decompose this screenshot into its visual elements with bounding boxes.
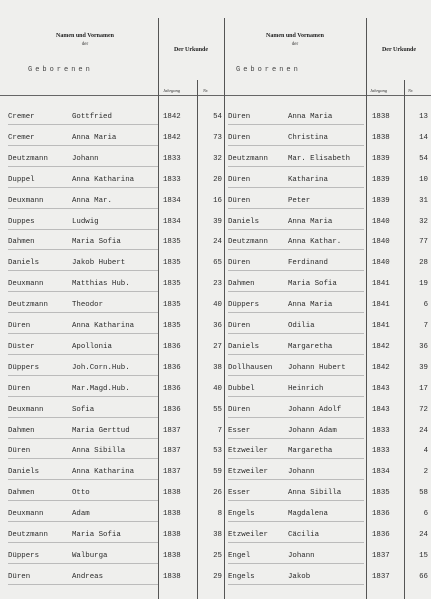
entry-surname: Esser: [228, 426, 251, 435]
entry-surname: Deuxmann: [8, 196, 44, 205]
entry-year: 1843: [372, 405, 390, 414]
entry-year: 1836: [163, 405, 181, 414]
entry-surname: Duppel: [8, 175, 35, 184]
entry-number: 66: [419, 572, 428, 581]
entry-given-name: Margaretha: [288, 342, 333, 351]
entry-surname: Düster: [8, 342, 35, 351]
entry-year: 1835: [163, 238, 181, 247]
entry-surname: Düren: [8, 322, 31, 330]
left-names-header: Namen und Vornamen: [55, 33, 114, 39]
entry-surname: Engels: [228, 510, 255, 519]
entry-number: 54: [419, 154, 428, 163]
entry-year: 1835: [163, 301, 181, 310]
entry-given-name: Apollonia: [72, 342, 112, 351]
entry-year: 1840: [372, 217, 390, 226]
entry-number: 4: [423, 447, 428, 456]
entry-year: 1839: [372, 196, 390, 205]
entry-number: 23: [213, 280, 222, 289]
entry-given-name: Cäcilia: [288, 531, 320, 539]
entry-given-name: Anna Kathar.: [288, 238, 342, 247]
entry-surname: Daniels: [228, 342, 260, 351]
entry-given-name: Johann: [288, 468, 315, 477]
right-names-header: Namen und Vornamen: [265, 33, 324, 39]
entry-given-name: Anna Katharina: [72, 322, 135, 330]
entry-number: 53: [213, 447, 222, 456]
entry-year: 1840: [372, 259, 390, 268]
entry-surname: Düren: [228, 175, 251, 184]
entry-surname: Düppers: [228, 301, 260, 310]
entry-given-name: Johann: [72, 154, 99, 163]
entry-number: 24: [419, 426, 428, 435]
entry-surname: Daniels: [8, 259, 40, 268]
entry-number: 7: [423, 322, 428, 330]
right-jahrgang-header: Jahrgang: [370, 88, 388, 93]
entry-given-name: Jakob: [288, 572, 311, 581]
entry-given-name: Gottfried: [72, 113, 112, 121]
entry-surname: Düren: [8, 447, 31, 456]
right-nr-header: Nr.: [408, 88, 414, 93]
entry-year: 1842: [372, 363, 390, 372]
entry-surname: Daniels: [8, 468, 40, 477]
entry-year: 1842: [163, 133, 181, 142]
entry-given-name: Ludwig: [72, 217, 99, 226]
entry-surname: Deuxmann: [8, 405, 44, 414]
entry-number: 26: [213, 489, 222, 498]
entry-year: 1833: [372, 426, 390, 435]
entry-number: 54: [213, 113, 222, 121]
entry-given-name: Walburga: [72, 551, 108, 560]
entry-number: 36: [419, 342, 428, 351]
entry-year: 1837: [163, 468, 181, 477]
entry-surname: Düren: [228, 405, 251, 414]
entry-number: 29: [213, 572, 222, 581]
left-urkunde-header: Der Urkunde: [173, 47, 209, 53]
entry-surname: Deutzmann: [228, 154, 268, 163]
entry-surname: Düren: [228, 133, 251, 142]
entry-number: 25: [213, 551, 222, 560]
entry-number: 19: [419, 280, 428, 289]
right-names-sub: der: [291, 42, 299, 47]
entry-number: 65: [213, 259, 222, 268]
entry-surname: Etzweiler: [228, 468, 268, 477]
entry-number: 39: [419, 363, 428, 372]
entry-surname: Duppes: [8, 217, 35, 226]
entry-year: 1835: [163, 280, 181, 289]
entry-given-name: Mar. Elisabeth: [288, 154, 351, 163]
entry-given-name: Maria Sofia: [72, 531, 121, 539]
entry-given-name: Christina: [288, 133, 328, 142]
entry-year: 1834: [163, 196, 181, 205]
entry-given-name: Anna Sibilla: [288, 489, 342, 498]
entry-year: 1835: [163, 259, 181, 268]
entry-number: 17: [419, 384, 428, 393]
entry-given-name: Theodor: [72, 301, 104, 310]
entry-given-name: Johann Hubert: [288, 363, 346, 372]
entry-surname: Düren: [228, 259, 251, 268]
entry-number: 36: [213, 322, 222, 330]
entry-surname: Deutzmann: [8, 531, 48, 539]
entry-surname: Dahmen: [8, 238, 35, 247]
entry-surname: Dubbel: [228, 384, 255, 393]
entry-number: 59: [213, 468, 222, 477]
entry-year: 1838: [163, 531, 181, 539]
entry-year: 1833: [163, 154, 181, 163]
entry-surname: Deutzmann: [8, 301, 48, 310]
entry-surname: Daniels: [228, 217, 260, 226]
entry-surname: Deuxmann: [8, 280, 44, 289]
entry-surname: Düppers: [8, 363, 40, 372]
entry-year: 1834: [372, 468, 390, 477]
entry-year: 1833: [163, 175, 181, 184]
entry-year: 1836: [372, 531, 390, 539]
entry-number: 16: [213, 196, 222, 205]
entry-year: 1840: [372, 238, 390, 247]
entry-given-name: Jakob Hubert: [72, 259, 126, 268]
entry-given-name: Anna Mar.: [72, 196, 112, 205]
entry-number: 32: [419, 217, 428, 226]
entry-surname: Deuxmann: [8, 510, 44, 519]
entry-year: 1835: [372, 489, 390, 498]
entry-given-name: Anna Maria: [72, 133, 117, 142]
entry-year: 1836: [163, 342, 181, 351]
entry-year: 1839: [372, 175, 390, 184]
entry-surname: Cremer: [8, 133, 35, 142]
entry-number: 6: [423, 301, 428, 310]
entry-year: 1838: [372, 113, 390, 121]
entry-number: 15: [419, 551, 428, 560]
entry-number: 28: [419, 259, 428, 268]
entry-surname: Engels: [228, 572, 255, 581]
entry-given-name: Mar.Magd.Hub.: [72, 384, 130, 393]
entry-year: 1837: [163, 426, 181, 435]
entry-surname: Deutzmann: [228, 238, 268, 247]
entry-surname: Dollhausen: [228, 363, 273, 372]
entry-year: 1833: [372, 447, 390, 456]
entry-number: 6: [423, 510, 428, 519]
entry-number: 40: [213, 301, 222, 310]
entry-given-name: Heinrich: [288, 384, 324, 393]
entry-surname: Dahmen: [8, 426, 35, 435]
entry-given-name: Magdalena: [288, 510, 328, 519]
entry-given-name: Andreas: [72, 572, 104, 581]
entry-surname: Etzweiler: [228, 531, 268, 539]
entry-given-name: Margaretha: [288, 447, 333, 456]
entry-given-name: Anna Katharina: [72, 175, 135, 184]
entry-given-name: Anna Katharina: [72, 468, 135, 477]
entry-year: 1838: [163, 551, 181, 560]
entry-number: 58: [419, 489, 428, 498]
entry-year: 1838: [372, 133, 390, 142]
entry-year: 1836: [163, 363, 181, 372]
entry-year: 1836: [163, 384, 181, 393]
entry-year: 1842: [372, 342, 390, 351]
entry-year: 1837: [372, 572, 390, 581]
row-underline: [228, 584, 364, 585]
entry-number: 2: [423, 468, 428, 477]
entry-given-name: Peter: [288, 196, 311, 205]
entry-year: 1837: [372, 551, 390, 560]
entry-number: 13: [419, 113, 428, 121]
entry-number: 14: [419, 133, 428, 142]
entry-given-name: Anna Maria: [288, 113, 333, 121]
entry-number: 8: [217, 510, 222, 519]
entry-year: 1838: [163, 489, 181, 498]
entry-surname: Dahmen: [8, 489, 35, 498]
entry-given-name: Anna Maria: [288, 217, 333, 226]
entry-number: 73: [213, 133, 222, 142]
left-jahrgang-header: Jahrgang: [163, 88, 181, 93]
entry-given-name: Johann Adolf: [288, 405, 342, 414]
entry-given-name: Maria Sofia: [72, 238, 121, 247]
entry-given-name: Anna Sibilla: [72, 447, 126, 456]
entry-year: 1842: [163, 113, 181, 121]
entry-number: 32: [213, 154, 222, 163]
entry-given-name: Maria Gerttud: [72, 426, 130, 435]
entry-given-name: Joh.Corn.Hub.: [72, 363, 130, 372]
entry-year: 1841: [372, 301, 390, 310]
entry-given-name: Matthias Hub.: [72, 280, 130, 289]
entry-surname: Düren: [228, 196, 251, 205]
left-geborenen-label: Geborenen: [28, 66, 93, 74]
left-names-sub: der: [81, 42, 89, 47]
entry-surname: Engel: [228, 551, 251, 560]
register-row: [0, 564, 431, 588]
right-geborenen-label: Geborenen: [236, 66, 301, 74]
entry-number: 38: [213, 531, 222, 539]
entry-surname: Düren: [228, 113, 251, 121]
entry-year: 1835: [163, 322, 181, 330]
entry-year: 1838: [163, 572, 181, 581]
entry-number: 27: [213, 342, 222, 351]
entry-year: 1841: [372, 280, 390, 289]
entry-year: 1841: [372, 322, 390, 330]
entry-year: 1838: [163, 510, 181, 519]
entry-number: 55: [213, 405, 222, 414]
entry-number: 24: [213, 238, 222, 247]
entry-number: 7: [217, 426, 222, 435]
entry-surname: Dahmen: [228, 280, 255, 289]
entry-surname: Etzweiler: [228, 447, 268, 456]
entry-given-name: Odilia: [288, 322, 315, 330]
entry-given-name: Johann: [288, 551, 315, 560]
entry-given-name: Maria Sofia: [288, 280, 337, 289]
entry-surname: Düren: [228, 322, 251, 330]
entry-number: 20: [213, 175, 222, 184]
entry-number: 72: [419, 405, 428, 414]
entry-given-name: Adam: [72, 510, 90, 519]
entry-year: 1834: [163, 217, 181, 226]
row-underline: [8, 584, 158, 585]
entry-surname: Düren: [8, 384, 31, 393]
left-nr-header: Nr.: [203, 88, 209, 93]
entry-year: 1837: [163, 447, 181, 456]
entry-number: 77: [419, 238, 428, 247]
entry-given-name: Anna Maria: [288, 301, 333, 310]
entry-surname: Esser: [228, 489, 251, 498]
entry-number: 24: [419, 531, 428, 539]
entry-surname: Cremer: [8, 113, 35, 121]
entry-number: 40: [213, 384, 222, 393]
entry-surname: Düren: [8, 572, 31, 581]
entry-number: 39: [213, 217, 222, 226]
entry-number: 10: [419, 175, 428, 184]
entry-year: 1836: [372, 510, 390, 519]
entry-year: 1843: [372, 384, 390, 393]
entry-given-name: Ferdinand: [288, 259, 328, 268]
entry-number: 31: [419, 196, 428, 205]
entry-given-name: Otto: [72, 489, 90, 498]
entry-surname: Düppers: [8, 551, 40, 560]
entry-given-name: Johann Adam: [288, 426, 337, 435]
entry-given-name: Katharina: [288, 175, 328, 184]
entry-number: 38: [213, 363, 222, 372]
entry-year: 1839: [372, 154, 390, 163]
entry-given-name: Sofia: [72, 405, 95, 414]
right-urkunde-header: Der Urkunde: [381, 47, 417, 53]
entry-surname: Deutzmann: [8, 154, 48, 163]
